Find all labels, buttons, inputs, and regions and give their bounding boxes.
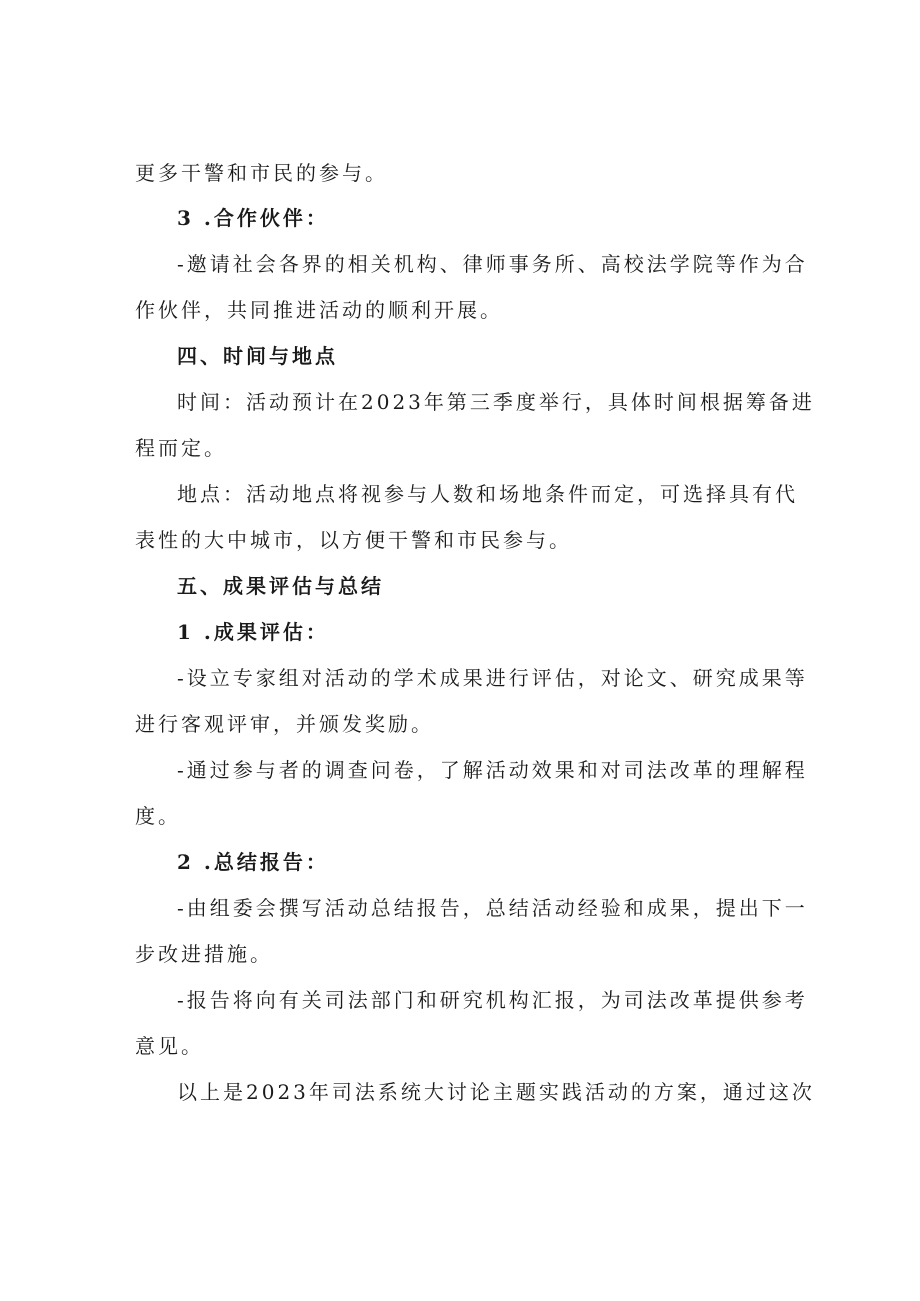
paragraph-line: 意见。: [135, 1034, 204, 1058]
paragraph-line: -设立专家组对活动的学术成果进行评估，对论文、研究成果等: [177, 666, 808, 690]
subheading-partners: 3 .合作伙伴：: [177, 206, 329, 230]
subheading-evaluation: 1 .成果评估：: [177, 620, 329, 644]
paragraph-line: 作伙伴，共同推进活动的顺利开展。: [135, 298, 503, 322]
paragraph-line: 更多干警和市民的参与。: [135, 161, 388, 185]
paragraph-line: 表性的大中城市，以方便干警和市民参与。: [135, 528, 572, 552]
paragraph-line: -由组委会撰写活动总结报告，总结活动经验和成果，提出下一: [177, 896, 808, 920]
paragraph-line: 进行客观评审，并颁发奖励。: [135, 712, 434, 736]
subheading-report: 2 .总结报告：: [177, 850, 329, 874]
paragraph-line: 地点：活动地点将视参与人数和场地条件而定，可选择具有代: [177, 482, 798, 506]
paragraph-line: 步改进措施。: [135, 942, 273, 966]
paragraph-line: -通过参与者的调查问卷，了解活动效果和对司法改革的理解程: [177, 758, 808, 782]
paragraph-line: -报告将向有关司法部门和研究机构汇报，为司法改革提供参考: [177, 988, 808, 1012]
paragraph-line: 度。: [135, 804, 181, 828]
paragraph-line: 以上是2023年司法系统大讨论主题实践活动的方案，通过这次: [177, 1080, 815, 1104]
paragraph-line: 时间：活动预计在2023年第三季度举行，具体时间根据筹备进: [177, 390, 815, 414]
paragraph-line: -邀请社会各界的相关机构、律师事务所、高校法学院等作为合: [177, 252, 808, 276]
paragraph-line: 程而定。: [135, 436, 227, 460]
section-heading-time-place: 四、时间与地点: [177, 344, 338, 368]
section-heading-evaluation: 五、成果评估与总结: [177, 574, 384, 598]
